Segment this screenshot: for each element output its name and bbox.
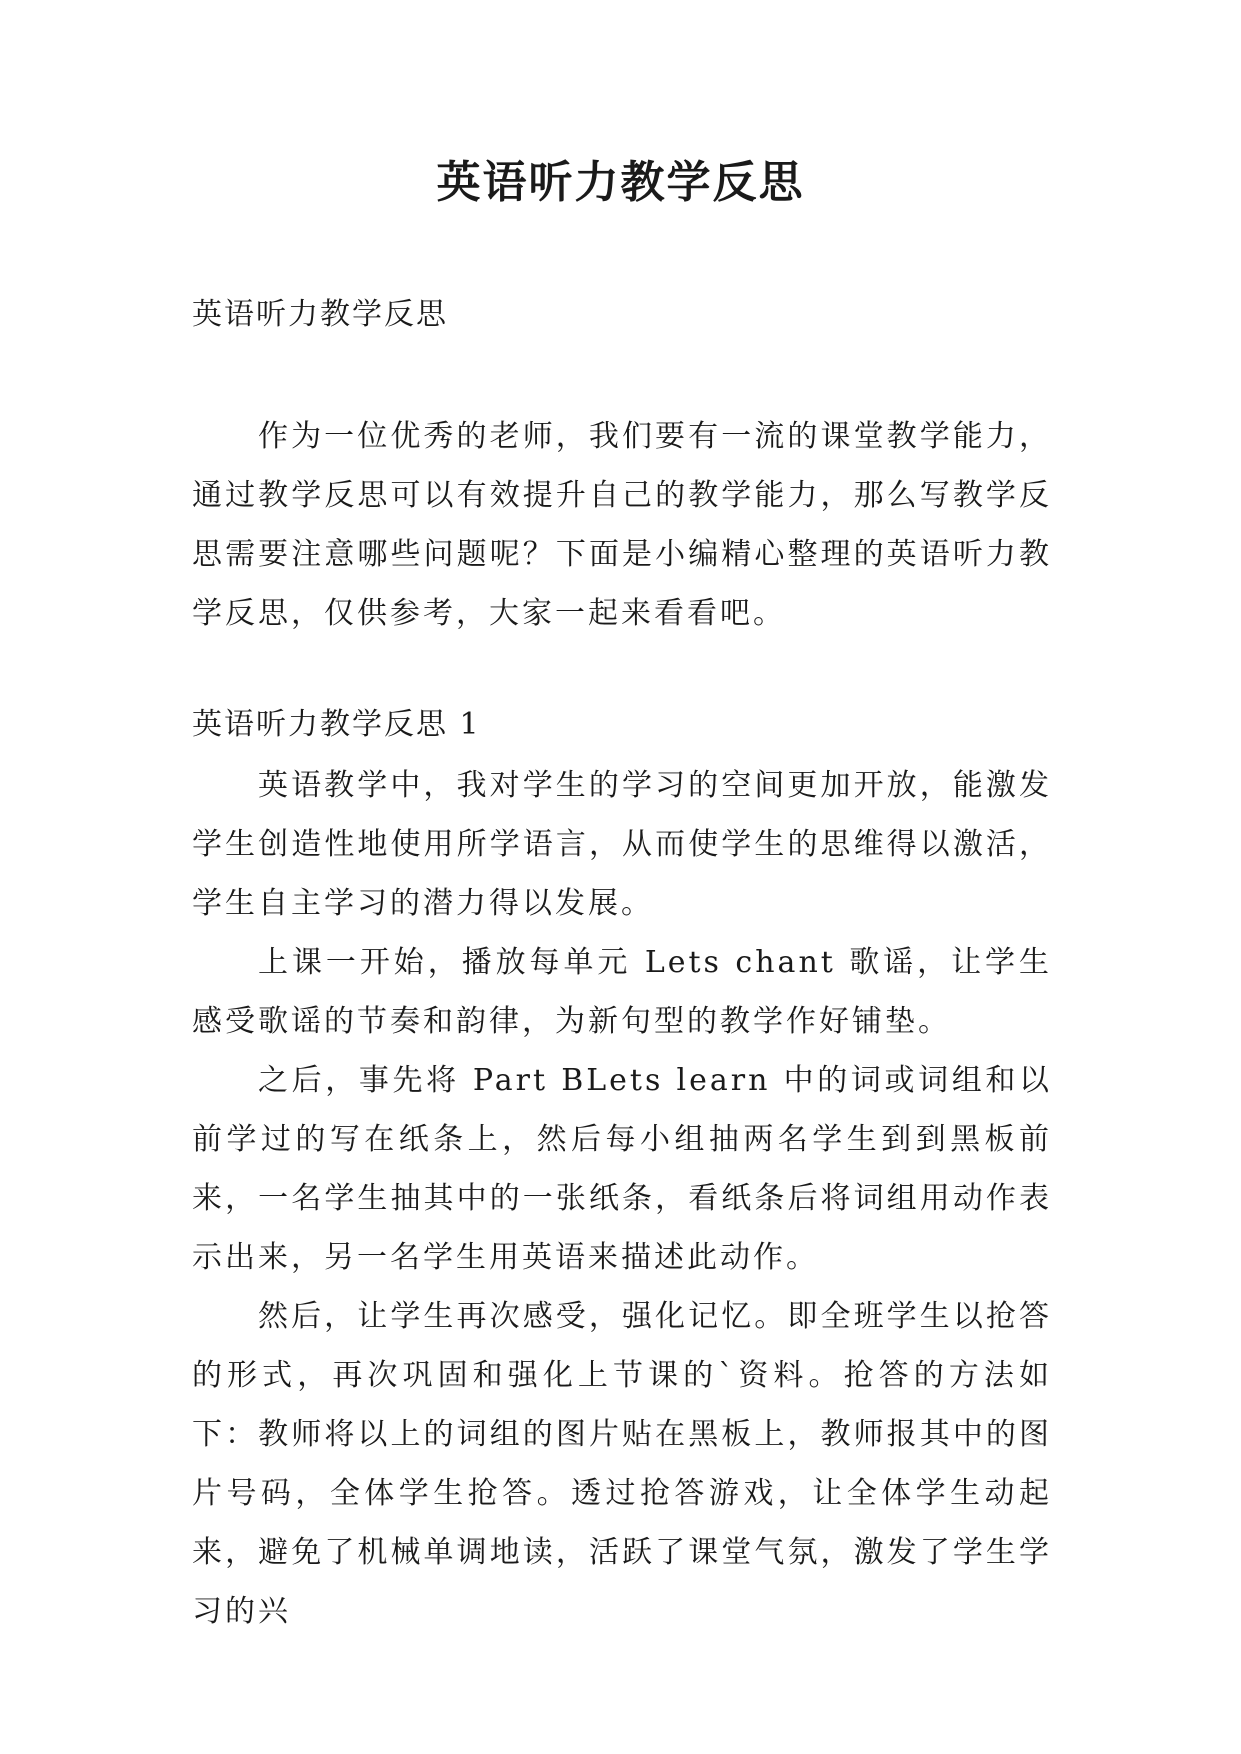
document-title: 英语听力教学反思 — [436, 157, 805, 208]
body-paragraph: 之后，事先将 Part BLets learn 中的词或词组和以前学过的写在纸条上，然后每小组抽两名学生到到黑板前来，一名学生抽其中的一张纸条，看纸条后将词组用动作表示出来，另一名学生用英语来描述此动作。 — [192, 1063, 1052, 1275]
section-heading: 英语听力教学反思 1 — [192, 707, 481, 742]
document-subtitle: 英语听力教学反思 — [192, 297, 448, 332]
body-paragraph: 然后，让学生再次感受，强化记忆。即全班学生以抢答的形式，再次巩固和强化上节课的`资料。抢答的方法如下：教师将以上的词组的图片贴在黑板上，教师报其中的图片号码，全体学生抢答。透过抢答游戏，让全体学生动起来，避免了机械单调地读，活跃了课堂气氛，激发了学生学习的兴 — [192, 1299, 1052, 1629]
intro-paragraph: 作为一位优秀的老师，我们要有一流的课堂教学能力，通过教学反思可以有效提升自己的教学能力，那么写教学反思需要注意哪些问题呢？下面是小编精心整理的英语听力教学反思，仅供参考，大家一起来看看吧。 — [192, 419, 1052, 631]
body-paragraph: 英语教学中，我对学生的学习的空间更加开放，能激发学生创造性地使用所学语言，从而使学生的思维得以激活，学生自主学习的潜力得以发展。 — [192, 768, 1052, 921]
body-paragraph: 上课一开始，播放每单元 Lets chant 歌谣，让学生感受歌谣的节奏和韵律，为新句型的教学作好铺垫。 — [192, 945, 1052, 1039]
